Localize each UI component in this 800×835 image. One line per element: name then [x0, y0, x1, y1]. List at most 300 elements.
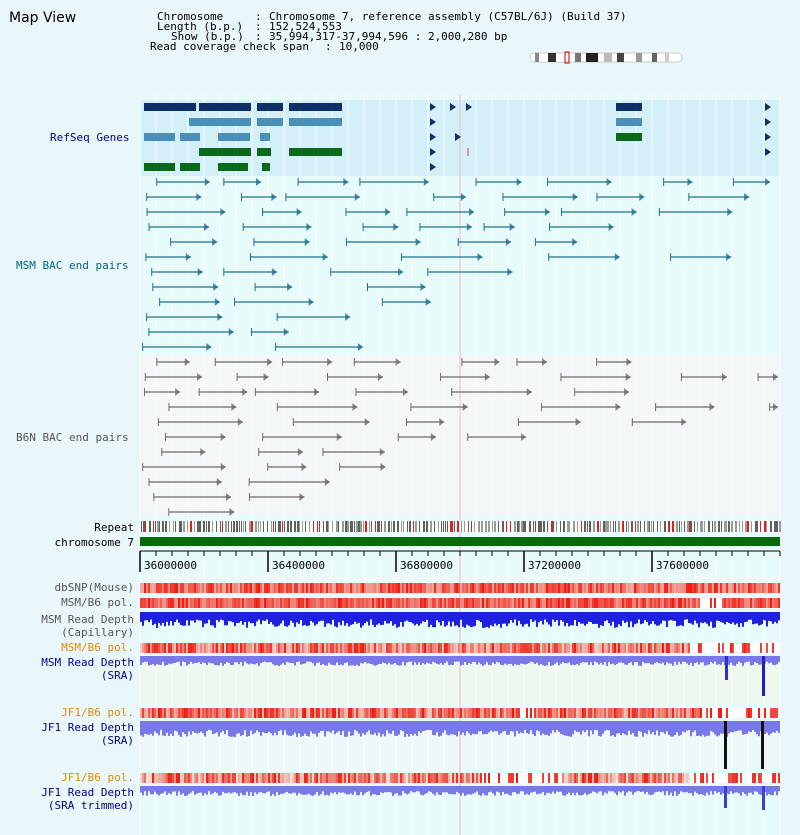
heat-cell [422, 643, 424, 653]
repeat-element [342, 521, 344, 532]
read-depth-bar [666, 786, 668, 791]
heat-cell [774, 598, 776, 608]
read-depth-bar [410, 786, 412, 791]
read-depth-bar [600, 656, 602, 663]
heat-cell [368, 598, 370, 608]
heat-cell [714, 598, 716, 608]
read-depth-bar [502, 786, 504, 792]
repeat-element [255, 521, 257, 532]
heat-cell [608, 598, 610, 608]
read-depth-bar [212, 721, 214, 734]
read-depth-bar [270, 656, 272, 662]
repeat-element [162, 521, 164, 532]
read-depth-bar [428, 721, 430, 730]
read-depth-bar [478, 612, 480, 621]
heat-cell [410, 598, 412, 608]
read-depth-bar [402, 612, 404, 627]
read-depth-bar [760, 656, 762, 665]
refseq-gene[interactable] [289, 118, 342, 126]
read-depth-bar [516, 786, 518, 794]
heat-cell [392, 598, 394, 608]
heat-cell [596, 643, 598, 653]
heat-cell [512, 583, 514, 593]
heat-cell [412, 583, 414, 593]
heat-cell [328, 598, 330, 608]
read-depth-bar [632, 786, 634, 795]
heat-cell [606, 643, 608, 653]
heat-cell [654, 583, 656, 593]
read-depth-bar [722, 786, 724, 793]
read-depth-bar [350, 612, 352, 625]
track-label-msm-bac[interactable]: MSM BAC end pairs [16, 259, 129, 272]
read-depth-bar [426, 656, 428, 663]
heat-cell [514, 708, 516, 718]
read-depth-bar [148, 786, 150, 791]
heat-cell [394, 583, 396, 593]
read-depth-bar [414, 612, 416, 625]
heat-cell [210, 773, 212, 783]
heat-cell [388, 708, 390, 718]
heat-cell [400, 643, 402, 653]
read-depth-bar [764, 612, 766, 620]
heat-cell [750, 708, 752, 718]
heat-cell [604, 643, 606, 653]
heat-cell [442, 708, 444, 718]
read-depth-bar [668, 612, 670, 621]
heat-cell [448, 708, 450, 718]
read-depth-bar [330, 656, 332, 665]
heat-cell [168, 643, 170, 653]
heat-cell [380, 708, 382, 718]
heat-cell [564, 643, 566, 653]
read-depth-bar [658, 721, 660, 736]
heat-cell [646, 598, 648, 608]
heat-cell [706, 773, 708, 783]
read-depth-bar [444, 721, 446, 730]
read-depth-bar [460, 656, 462, 665]
heat-cell [396, 583, 398, 593]
heat-cell [280, 773, 282, 783]
heat-cell [470, 643, 472, 653]
heat-cell [728, 643, 730, 653]
read-depth-bar [146, 612, 148, 620]
repeat-element [547, 521, 548, 532]
read-depth-bar [572, 612, 574, 625]
read-depth-bar [264, 721, 266, 733]
read-depth-bar [656, 721, 658, 730]
read-depth-bar [240, 656, 242, 662]
read-depth-bar [344, 612, 346, 626]
read-depth-bar [644, 721, 646, 733]
heat-cell [206, 583, 208, 593]
heat-cell [454, 708, 456, 718]
read-depth-bar [582, 721, 584, 731]
heat-cell [644, 583, 646, 593]
heat-cell [280, 598, 282, 608]
repeat-element [745, 521, 747, 532]
read-depth-bar [606, 656, 608, 666]
heat-cell [634, 643, 636, 653]
read-depth-bar [430, 786, 432, 792]
heat-cell [568, 773, 570, 783]
heat-cell [406, 583, 408, 593]
heat-cell [518, 598, 520, 608]
heat-cell [252, 643, 254, 653]
read-depth-bar [210, 721, 212, 730]
heat-cell [346, 598, 348, 608]
refseq-gene[interactable] [289, 148, 342, 156]
heat-cell [632, 708, 634, 718]
heat-cell [768, 643, 770, 653]
read-depth-bar [560, 612, 562, 620]
heat-cell [348, 583, 350, 593]
read-depth-bar [588, 721, 590, 736]
heat-cell [456, 598, 458, 608]
refseq-gene[interactable] [144, 103, 196, 111]
heat-cell [538, 773, 540, 783]
read-depth-bar [618, 721, 620, 733]
read-depth-bar [182, 612, 184, 626]
ideogram-band [652, 53, 657, 62]
read-depth-bar [312, 786, 314, 796]
heat-cell [242, 773, 244, 783]
heat-cell [470, 773, 472, 783]
refseq-gene[interactable] [616, 133, 642, 141]
refseq-gene[interactable] [199, 148, 251, 156]
repeat-element [573, 521, 575, 532]
ruler-tick-label: 37600000 [656, 559, 709, 572]
heat-cell [768, 583, 770, 593]
heat-cell [348, 773, 350, 783]
refseq-gene[interactable] [289, 103, 342, 111]
repeat-element [533, 521, 534, 532]
read-depth-bar [524, 721, 526, 730]
repeat-element [735, 521, 737, 532]
heat-cell [592, 583, 594, 593]
heat-cell [712, 583, 714, 593]
heat-cell [402, 598, 404, 608]
heat-cell [178, 773, 180, 783]
heat-cell [674, 708, 676, 718]
heat-cell [304, 708, 306, 718]
heat-cell [386, 708, 388, 718]
read-depth-bar [338, 612, 340, 622]
read-depth-bar [692, 656, 694, 666]
read-depth-bar [440, 612, 442, 625]
heat-cell [404, 583, 406, 593]
heat-cell [394, 598, 396, 608]
read-depth-bar [468, 721, 470, 733]
read-depth-bar [584, 656, 586, 662]
read-depth-bar [314, 656, 316, 666]
heat-cell [520, 598, 522, 608]
read-depth-bar [254, 786, 256, 792]
read-depth-bar [742, 656, 744, 666]
heat-cell [592, 708, 594, 718]
heat-cell [370, 583, 372, 593]
heat-cell [370, 598, 372, 608]
heat-cell [506, 643, 508, 653]
repeat-element [464, 521, 465, 532]
heat-cell [400, 773, 402, 783]
heat-cell [752, 708, 754, 718]
heat-cell [382, 598, 384, 608]
read-depth-bar [344, 721, 346, 737]
read-depth-bar [410, 656, 412, 662]
heat-cell [372, 598, 374, 608]
heat-cell [536, 773, 538, 783]
heat-cell [210, 643, 212, 653]
heat-cell [682, 598, 684, 608]
repeat-element [241, 521, 242, 532]
read-depth-bar [504, 612, 506, 624]
read-depth-bar [296, 786, 298, 795]
read-depth-bar [430, 721, 432, 730]
heat-cell [150, 708, 152, 718]
read-depth-bar [176, 656, 178, 662]
heat-cell [476, 598, 478, 608]
heat-cell [726, 643, 728, 653]
refseq-gene[interactable] [199, 103, 251, 111]
heat-cell [282, 583, 284, 593]
read-depth-bar [366, 656, 368, 663]
heat-cell [714, 583, 716, 593]
read-depth-bar [462, 656, 464, 665]
track-label-b6n-bac[interactable]: B6N BAC end pairs [16, 431, 129, 444]
read-depth-bar [698, 786, 700, 795]
heat-cell [230, 583, 232, 593]
heat-cell [228, 773, 230, 783]
read-depth-bar [386, 612, 388, 623]
heat-cell [498, 773, 500, 783]
read-depth-bar [232, 721, 234, 737]
heat-cell [610, 643, 612, 653]
read-depth-bar [328, 721, 330, 731]
heat-cell [230, 598, 232, 608]
heat-cell [324, 598, 326, 608]
read-depth-spike [724, 721, 727, 769]
heat-cell [524, 598, 526, 608]
read-depth-bar [306, 612, 308, 626]
read-depth-bar [390, 656, 392, 664]
heat-cell [644, 643, 646, 653]
read-depth-bar [712, 656, 714, 663]
heat-cell [624, 773, 626, 783]
read-depth-bar [270, 786, 272, 796]
heat-cell [298, 643, 300, 653]
heat-cell [262, 643, 264, 653]
read-depth-bar [730, 721, 732, 732]
track-label-refseq[interactable]: RefSeq Genes [50, 131, 130, 144]
heat-cell [602, 598, 604, 608]
heat-cell [500, 708, 502, 718]
read-depth-bar [144, 786, 146, 791]
heat-cell [698, 598, 700, 608]
read-depth-bar [494, 612, 496, 624]
heat-cell [738, 708, 740, 718]
heat-cell [630, 773, 632, 783]
read-depth-bar [264, 786, 266, 793]
heat-cell [434, 643, 436, 653]
heat-cell [238, 643, 240, 653]
heat-cell [646, 708, 648, 718]
read-depth-bar [570, 612, 572, 625]
heat-cell [682, 773, 684, 783]
read-depth-bar [720, 612, 722, 622]
heat-cell [462, 583, 464, 593]
read-depth-bar [652, 656, 654, 665]
heat-cell [652, 583, 654, 593]
heat-cell [284, 583, 286, 593]
read-depth-bar [620, 656, 622, 662]
heat-cell [608, 708, 610, 718]
ideogram-band [535, 53, 539, 62]
heat-cell [432, 583, 434, 593]
read-depth-bar [672, 786, 674, 796]
read-depth-bar [428, 612, 430, 627]
read-depth-bar [468, 612, 470, 626]
read-depth-bar [428, 786, 430, 791]
read-depth-bar [714, 612, 716, 627]
heat-cell [168, 598, 170, 608]
heat-cell [360, 598, 362, 608]
heat-cell [288, 708, 290, 718]
heat-cell [642, 643, 644, 653]
heat-cell [340, 643, 342, 653]
heat-cell [618, 583, 620, 593]
read-depth-bar [482, 656, 484, 666]
read-depth-bar [482, 612, 484, 628]
read-depth-bar [768, 721, 770, 735]
heat-cell [154, 583, 156, 593]
heat-cell [188, 583, 190, 593]
read-depth-bar [642, 721, 644, 737]
read-depth-bar [470, 786, 472, 795]
heat-cell [182, 583, 184, 593]
read-depth-bar [318, 656, 320, 662]
read-depth-bar [654, 786, 656, 792]
read-depth-bar [672, 721, 674, 737]
heat-cell [562, 773, 564, 783]
heat-cell [638, 708, 640, 718]
heat-cell [208, 643, 210, 653]
repeat-element [718, 521, 720, 532]
heat-cell [512, 708, 514, 718]
heat-cell [322, 773, 324, 783]
read-depth-bar [756, 721, 758, 734]
heat-cell [508, 773, 510, 783]
track-label-jf1-depth-sra: JF1 Read Depth [41, 721, 134, 734]
heat-cell [334, 773, 336, 783]
heat-cell [174, 643, 176, 653]
heat-cell [390, 773, 392, 783]
heat-cell [712, 598, 714, 608]
heat-cell [228, 643, 230, 653]
read-depth-bar [616, 721, 618, 734]
heat-cell [544, 708, 546, 718]
read-depth-bar [266, 656, 268, 662]
heat-cell [694, 708, 696, 718]
heat-cell [436, 708, 438, 718]
repeat-element [319, 521, 320, 532]
heat-cell [542, 598, 544, 608]
read-depth-bar [360, 786, 362, 792]
read-depth-bar [346, 612, 348, 623]
heat-cell [396, 598, 398, 608]
read-depth-bar [140, 656, 142, 665]
heat-cell [276, 583, 278, 593]
heat-cell [554, 643, 556, 653]
heat-cell [270, 583, 272, 593]
heat-cell [594, 708, 596, 718]
heat-cell [200, 773, 202, 783]
repeat-element [700, 521, 702, 532]
heat-cell [548, 583, 550, 593]
heat-cell [520, 643, 522, 653]
read-depth-bar [536, 612, 538, 627]
read-depth-bar [404, 721, 406, 737]
heat-cell [156, 583, 158, 593]
read-depth-bar [680, 656, 682, 664]
read-depth-bar [270, 612, 272, 622]
read-depth-bar [608, 656, 610, 662]
read-depth-bar [226, 721, 228, 730]
read-depth-bar [432, 656, 434, 662]
heat-cell [658, 598, 660, 608]
heat-cell [416, 773, 418, 783]
read-depth-bar [656, 786, 658, 792]
repeat-element [302, 521, 303, 532]
heat-cell [626, 773, 628, 783]
read-depth-bar [340, 721, 342, 735]
read-depth-bar [328, 656, 330, 663]
read-depth-bar [202, 786, 204, 796]
heat-cell [712, 773, 714, 783]
read-depth-bar [604, 721, 606, 731]
heat-cell [756, 708, 758, 718]
heat-cell [502, 583, 504, 593]
heat-cell [218, 643, 220, 653]
heat-cell [678, 643, 680, 653]
heat-cell [366, 583, 368, 593]
heat-cell [546, 643, 548, 653]
read-depth-bar [500, 656, 502, 665]
read-depth-bar [512, 656, 514, 666]
heat-cell [376, 773, 378, 783]
heat-cell [532, 583, 534, 593]
heat-cell [316, 583, 318, 593]
refseq-gene-small[interactable] [467, 148, 469, 156]
repeat-element [345, 521, 347, 532]
read-depth-bar [196, 721, 198, 734]
read-depth-bar [598, 721, 600, 736]
read-depth-bar [630, 656, 632, 662]
read-depth-bar [732, 656, 734, 665]
heat-cell [374, 598, 376, 608]
read-depth-bar [610, 612, 612, 626]
heat-cell [556, 583, 558, 593]
refseq-gene[interactable] [189, 118, 251, 126]
heat-cell [730, 643, 732, 653]
read-depth-bar [414, 656, 416, 662]
ruler-tick-label: 36400000 [272, 559, 325, 572]
heat-cell [666, 773, 668, 783]
read-depth-bar [512, 721, 514, 732]
read-depth-bar [652, 612, 654, 621]
heat-cell [574, 773, 576, 783]
read-depth-bar [294, 721, 296, 733]
read-depth-bar [142, 656, 144, 662]
